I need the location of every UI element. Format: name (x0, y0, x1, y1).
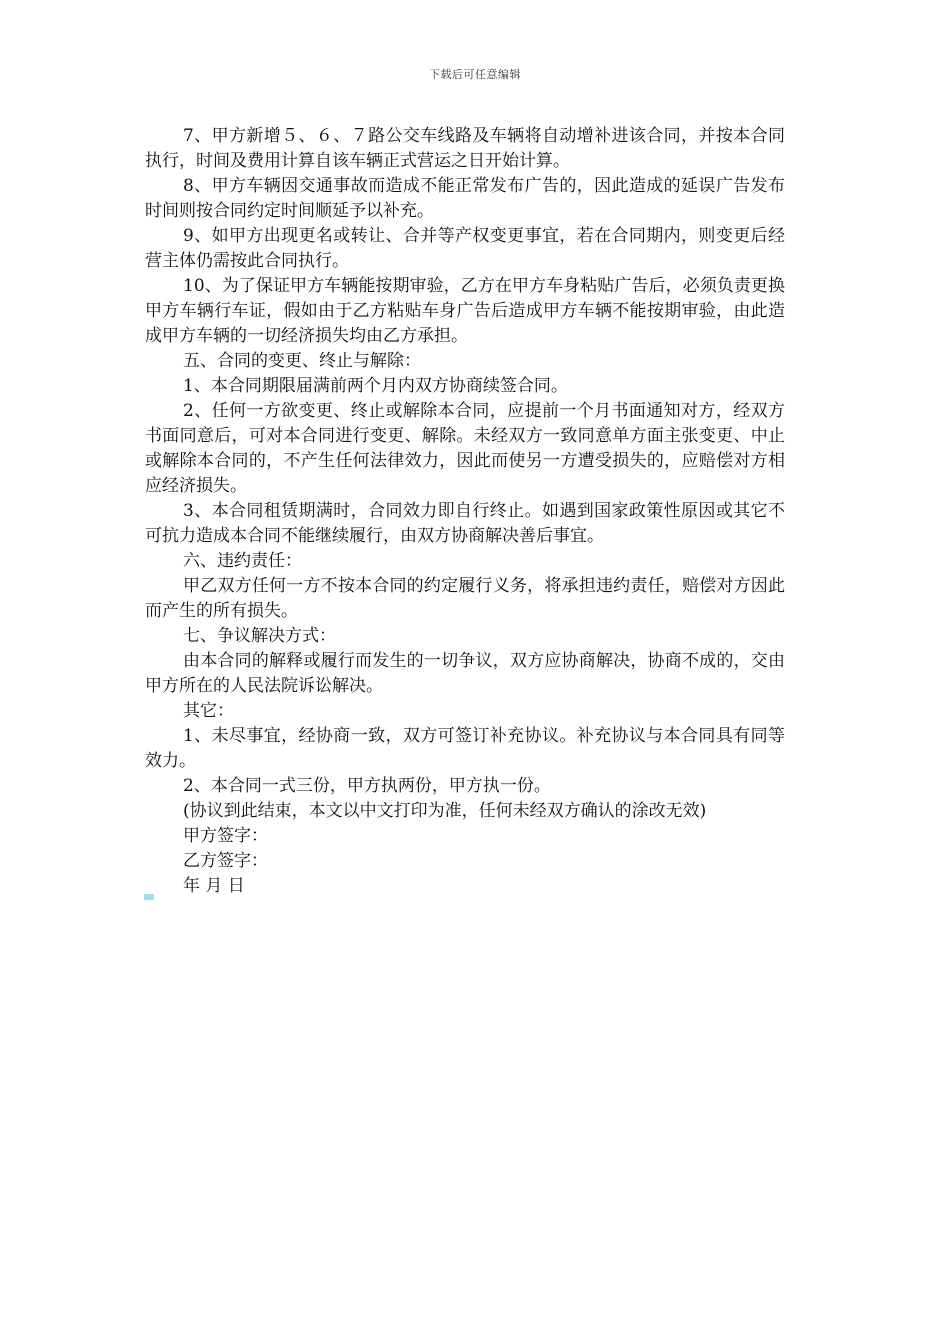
party-a-signature: 甲方签字： (183, 826, 268, 846)
section-5-clause-1: 1、本合同期限届满前两个月内双方协商续签合同。 (183, 376, 568, 396)
section-7-text: 由本合同的解释或履行而发生的一切争议，双方应协商解决，协商不成的，交由甲方所在的人民法院诉讼解决。 (145, 651, 785, 696)
text-cursor-marker (144, 894, 154, 900)
clause-9: 9、如甲方出现更名或转让、合并等产权变更事宜，若在合同期内，则变更后经营主体仍需按此合同执行。 (145, 226, 785, 271)
section-5-heading: 五、合同的变更、终止与解除： (183, 351, 421, 371)
clause-10: 10、为了保证甲方车辆能按期审验，乙方在甲方车身粘贴广告后，必须负责更换甲方车辆行车证，假如由于乙方粘贴车身广告后造成甲方车辆不能按期审验，由此造成甲方车辆的一切经济损失均由乙方承担。 (145, 276, 785, 346)
page-header-note: 下载后可任意编辑 (429, 68, 521, 81)
signature-date: 年 月 日 (183, 876, 245, 896)
section-6-text: 甲乙双方任何一方不按本合同的约定履行义务，将承担违约责任，赔偿对方因此而产生的所有损失。 (145, 576, 785, 621)
other-heading: 其它： (183, 701, 234, 721)
section-5-clause-2: 2、任何一方欲变更、终止或解除本合同，应提前一个月书面通知对方，经双方书面同意后，可对本合同进行变更、解除。未经双方一致同意单方面主张变更、中止或解除本合同的，不产生任何法律效力，因此而使另一方遭受损失的，应赔偿对方相应经济损失。 (145, 401, 785, 496)
other-clause-1: 1、未尽事宜，经协商一致，双方可签订补充协议。补充协议与本合同具有同等效力。 (145, 726, 785, 771)
agreement-end-note: (协议到此结束，本文以中文打印为准，任何未经双方确认的涂改无效) (183, 801, 707, 821)
section-7-heading: 七、争议解决方式： (183, 626, 336, 646)
contract-body (145, 124, 785, 899)
clause-8: 8、甲方车辆因交通事故而造成不能正常发布广告的，因此造成的延误广告发布时间则按合同约定时间顺延予以补充。 (145, 176, 785, 221)
section-6-heading: 六、违约责任： (183, 551, 302, 571)
other-clause-2: 2、本合同一式三份，甲方执两份，甲方执一份。 (183, 776, 551, 796)
party-b-signature: 乙方签字： (183, 851, 268, 871)
clause-7: 7、甲方新增５、６、７路公交车线路及车辆将自动增补进该合同，并按本合同执行，时间及费用计算自该车辆正式营运之日开始计算。 (145, 126, 785, 171)
section-5-clause-3: 3、本合同租赁期满时，合同效力即自行终止。如遇到国家政策性原因或其它不可抗力造成本合同不能继续履行，由双方协商解决善后事宜。 (145, 501, 785, 546)
